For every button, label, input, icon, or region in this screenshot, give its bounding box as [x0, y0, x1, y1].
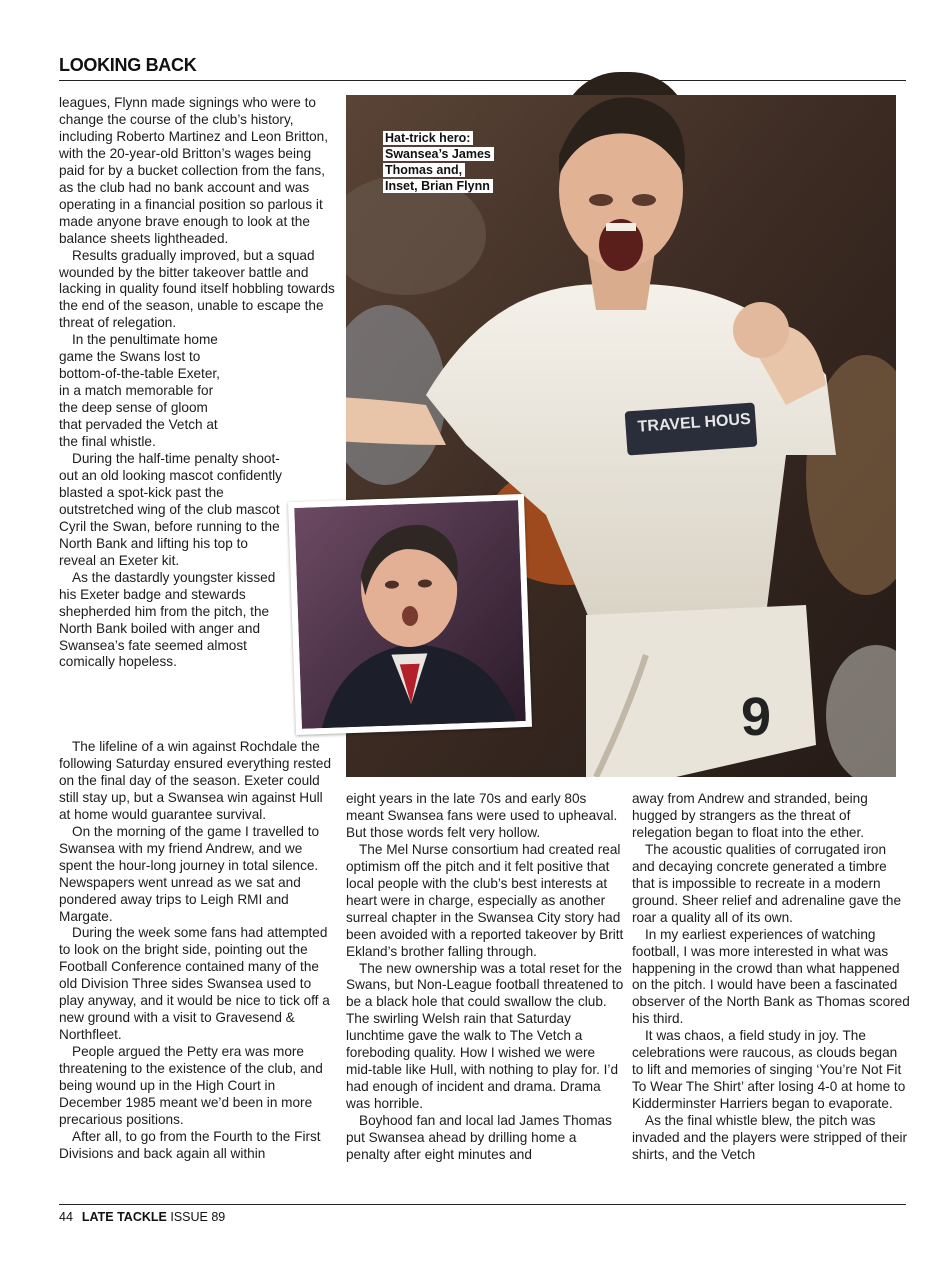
article-column-b: [346, 791, 624, 1164]
magazine-name: LATE TACKLE: [81, 1210, 167, 1224]
shirt-sponsor-text: TRAVEL HOUS: [637, 410, 752, 436]
article-column-c: [632, 791, 912, 1164]
page-number: 44: [59, 1210, 73, 1224]
paragraph: It was chaos, a field study in joy. The celebrations were raucous, as clouds began to lift and memories of singing ‘You’re Not Fit To Wear The Shirt’ after losing 4-0 at home to Kidderminster Harriers began to evaporate.: [632, 1028, 906, 1112]
paragraph: During the week some fans had attempted to look on the bright side, pointing out the Football Conference contained many of the old Division Three sides Swansea used to play anyway, and it would be nice to tick off a new ground with a visit to Gravesend & Northfleet.: [59, 925, 330, 1043]
paragraph: Results gradually improved, but a squad wounded by the bitter takeover battle and lacking in quality found itself hobbling towards the end of the season, unable to escape the threat of relegation.: [59, 247, 335, 331]
paragraph: People argued the Petty era was more threatening to the existence of the club, and being wound up in the High Court in December 1985 meant we’d been in more precarious positions.: [59, 1044, 323, 1127]
paragraph: away from Andrew and stranded, being hugged by strangers as the threat of relegation began to float into the ether.: [632, 791, 868, 840]
caption-line: Swansea’s James: [383, 147, 494, 161]
footer-rule: [59, 1204, 906, 1205]
paragraph: leagues, Flynn made signings who were to change the course of the club’s history, including Roberto Martinez and Leon Britton, with the 20-year-old Britton’s wages being paid for by a bucket collection from the fans, as the club had no bank account and was operating in a financial position so parlous it made anyone brave enough to look at the balance sheets lightheaded.: [59, 95, 329, 246]
paragraph: After all, to go from the Fourth to the First Divisions and back again all within: [59, 1128, 321, 1161]
paragraph: eight years in the late 70s and early 80s meant Swansea fans were used to upheaval. But those words felt very hollow.: [346, 791, 618, 840]
photo-caption: [383, 130, 513, 194]
paragraph: On the morning of the game I travelled to Swansea with my friend Andrew, and we spent the hour-long journey in total silence. Newspapers went unread as we sat and pondered away trips to Leigh RMI and Margate.: [59, 823, 320, 924]
paragraph: Boyhood fan and local lad James Thomas put Swansea ahead by drilling home a penalty after eight minutes and: [346, 1113, 612, 1163]
paragraph: The Mel Nurse consortium had created real optimism off the pitch and it felt positive that local people with the club’s best interests at heart were in charge, especially as another surreal chapter in the Swansea City story had been avoided with a reported takeover by Britt Ekland’s brother falling through.: [346, 841, 624, 959]
paragraph: In the penultimate home game the Swans lost to bottom-of-the-table Exeter, in a match memorable for the deep sense of gloom that pervaded the Vetch at the final whistle.: [59, 332, 220, 450]
issue-label: ISSUE 89: [170, 1210, 226, 1224]
paragraph: The new ownership was a total reset for the Swans, but Non-League football threatened to be a black hole that could swallow the club. The swirling Welsh rain that Saturday lunchtime gave the walk to The Vetch a foreboding quality. How I wished we were mid-table like Hull, with nothing to play for. I’d had enough of incident and drama. Drama was horrible.: [346, 960, 624, 1112]
paragraph: During the half-time penalty shoot-out an old looking mascot confidently blasted a spot-kick past the outstretched wing of the club mascot Cyril the Swan, before running to the North Bank and lifting his top to reveal an Exeter kit.: [59, 451, 282, 568]
paragraph: The acoustic qualities of corrugated iron and decaying concrete generated a timbre that is impossible to recreate in a modern ground. Sheer relief and adrenaline gave the roar a quality all of its own.: [632, 841, 902, 925]
page-footer: [59, 1210, 225, 1224]
header-rule: [59, 80, 906, 81]
paragraph: As the dastardly youngster kissed his Exeter badge and stewards shepherded him from the pitch, the North Bank boiled with anger and Swansea’s fate seemed almost comically hopeless.: [59, 569, 276, 670]
manager-portrait-photo: [294, 500, 526, 729]
paragraph: As the final whistle blew, the pitch was invaded and the players were stripped of their shirts, and the Vetch: [632, 1113, 908, 1163]
section-title: LOOKING BACK: [59, 55, 197, 75]
caption-line: Inset, Brian Flynn: [383, 179, 493, 193]
article-column-a-continued: [59, 739, 337, 1163]
caption-line: Thomas and,: [383, 163, 465, 177]
caption-line: Hat-trick hero:: [383, 131, 473, 145]
paragraph: The lifeline of a win against Rochdale the following Saturday ensured everything rested on the final day of the season. Exeter could still stay up, but a Swansea win against Hull at home would guarantee survival.: [59, 739, 332, 822]
paragraph: In my earliest experiences of watching football, I was more interested in what was happening in the crowd than what happened on the pitch. I would have been a fascinated observer of the North Bank as Thomas scored his third.: [632, 926, 910, 1027]
inset-photo: [288, 494, 532, 735]
shorts-number: 9: [741, 687, 772, 747]
